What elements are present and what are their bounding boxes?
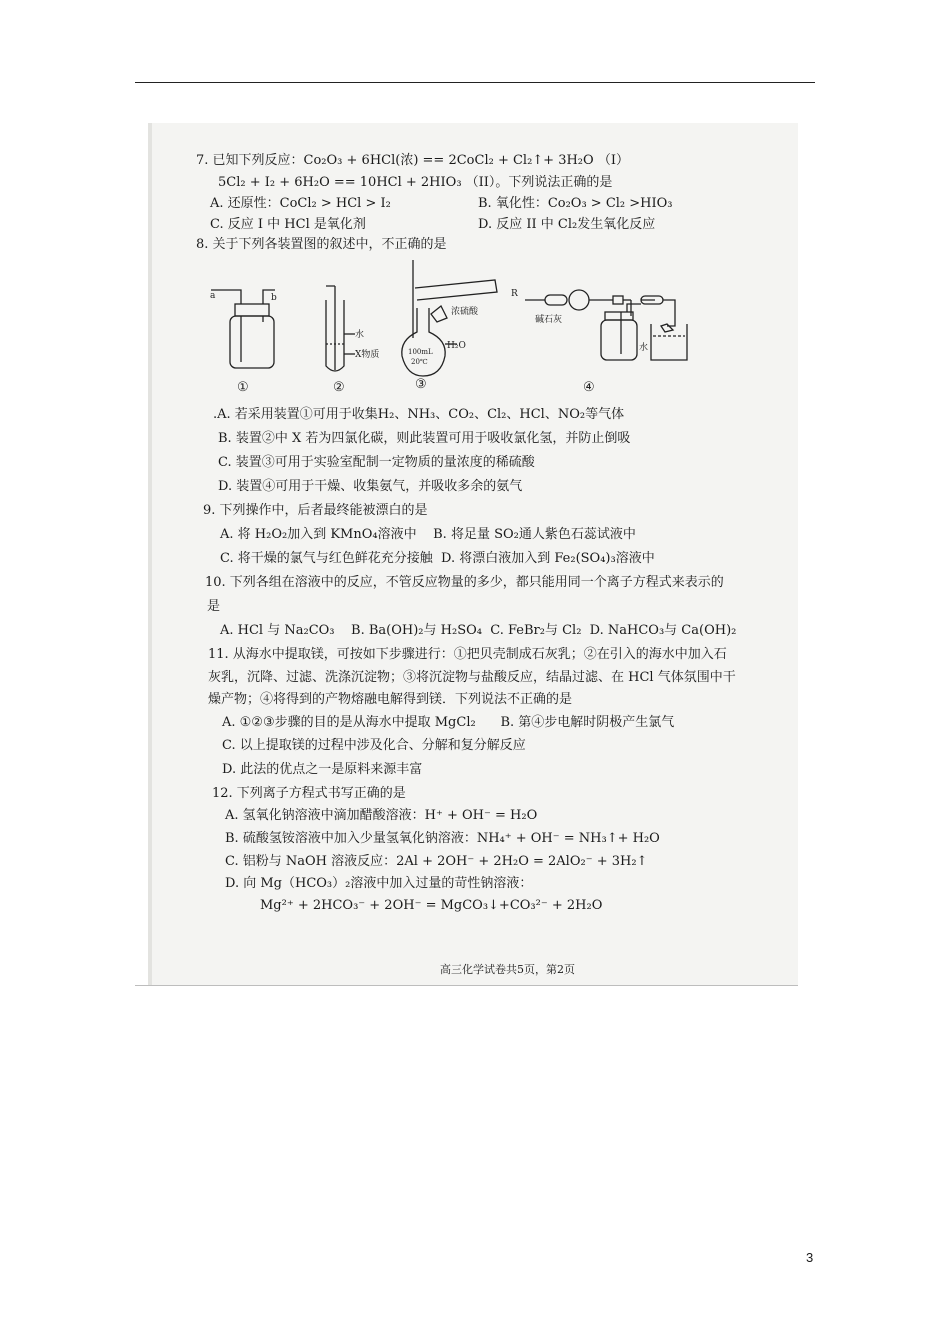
- q9-stem: 9. 下列操作中，后者最终能被漂白的是: [203, 503, 428, 518]
- label-a: a: [210, 291, 216, 301]
- q11-options-ab: A. ①②③步骤的目的是从海水中提取 MgCl₂ B. 第④步电解时阴极产生氯气: [222, 715, 675, 730]
- q8-option-c: C. 装置③可用于实验室配制一定物质的量浓度的稀硫酸: [218, 455, 535, 470]
- q12-option-d: D. 向 Mg（HCO₃）₂溶液中加入过量的苛性钠溶液：: [225, 876, 533, 891]
- q7-option-d: D. 反应 II 中 Cl₂发生氧化反应: [478, 217, 656, 232]
- apparatus-figure: [195, 258, 715, 398]
- q8-option-d: D. 装置④可用于干燥、收集氨气，并吸收多余的氨气: [218, 479, 523, 494]
- q7-option-a: A. 还原性：CoCl₂ > HCl > I₂: [210, 196, 391, 211]
- q11-stem-line3: 燥产物；④将得到的产物熔融电解得到镁．下列说法不正确的是: [208, 692, 573, 707]
- label-flask-volume: 100mL: [408, 348, 433, 356]
- q9-options-ab: A. 将 H₂O₂加入到 KMnO₄溶液中 B. 将足量 SO₂通人紫色石蕊试液中: [220, 527, 636, 542]
- q12-option-a: A. 氢氧化钠溶液中滴加醋酸溶液：H⁺ + OH⁻ = H₂O: [225, 808, 538, 823]
- q12-option-d-equation: Mg²⁺ + 2HCO₃⁻ + 2OH⁻ = MgCO₃↓+CO₃²⁻ + 2H₂O: [260, 898, 603, 913]
- label-water-4: 水: [639, 343, 649, 353]
- q11-option-c: C. 以上提取镁的过程中涉及化合、分解和复分解反应: [222, 738, 526, 753]
- label-water-2: 水: [355, 330, 365, 340]
- q8-option-b: B. 装置②中 X 若为四氯化碳，则此装置可用于吸收氯化氢，并防止倒吸: [218, 431, 631, 446]
- label-conc-acid: 浓硫酸: [451, 307, 479, 317]
- label-x-substance: X物质: [355, 350, 380, 360]
- q12-option-b: B. 硫酸氢铵溶液中加入少量氢氧化钠溶液：NH₄⁺ + OH⁻ = NH₃↑+ H₂O: [225, 831, 660, 846]
- q11-stem-line1: 11. 从海水中提取镁，可按如下步骤进行：①把贝壳制成石灰乳；②在引入的海水中加入石: [208, 647, 727, 662]
- q10-stem-line2: 是: [207, 599, 221, 614]
- q7-option-b: B. 氧化性：Co₂O₃ > Cl₂ >HIO₃: [478, 196, 673, 211]
- apparatus-number-2: ②: [333, 380, 345, 395]
- apparatus-number-1: ①: [237, 380, 249, 395]
- scan-edge: [148, 123, 152, 985]
- label-flask-temp: 20℃: [411, 358, 428, 366]
- q8-option-a: .A. 若采用装置①可用于收集H₂、NH₃、CO₂、Cl₂、HCl、NO₂等气体: [213, 407, 625, 422]
- q8-stem: 8. 关于下列各装置图的叙述中，不正确的是: [196, 237, 447, 252]
- q11-stem-line2: 灰乳，沉降、过滤、洗涤沉淀物；③将沉淀物与盐酸反应，结晶过滤、在 HCl 气体氛围中干: [208, 670, 736, 685]
- scan-bottom-rule: [135, 985, 798, 986]
- apparatus-number-4: ④: [583, 380, 595, 395]
- page-number: 3: [806, 1250, 814, 1265]
- q12-option-c: C. 铝粉与 NaOH 溶液反应：2Al + 2OH⁻ + 2H₂O = 2AlO₂⁻ + 3H₂↑: [225, 854, 648, 869]
- label-r: R: [511, 289, 518, 299]
- exam-footer: 高三化学试卷共5页，第2页: [440, 963, 575, 976]
- apparatus-1: [211, 290, 275, 368]
- q7-option-c: C. 反应 I 中 HCl 是氧化剂: [210, 217, 366, 232]
- label-b: b: [271, 293, 277, 303]
- label-h2o: H₂O: [447, 341, 466, 351]
- q10-options: A. HCl 与 Na₂CO₃ B. Ba(OH)₂与 H₂SO₄ C. FeBr₂与 Cl₂ D. NaHCO₃与 Ca(OH)₂: [220, 623, 737, 638]
- q10-stem-line1: 10. 下列各组在溶液中的反应，不管反应物量的多少，都只能用同一个离子方程式来表示的: [205, 575, 724, 590]
- apparatus-4: [525, 290, 687, 360]
- apparatus-number-3: ③: [415, 377, 427, 392]
- top-rule: [135, 82, 815, 83]
- q12-stem: 12. 下列离子方程式书写正确的是: [212, 786, 406, 801]
- q11-option-d: D. 此法的优点之一是原料来源丰富: [222, 762, 423, 777]
- apparatus-2: [326, 286, 355, 371]
- label-soda-lime: 碱石灰: [535, 315, 563, 325]
- q9-options-cd: C. 将干燥的氯气与红色鲜花充分接触 D. 将漂白液加入到 Fe₂(SO₄)₃溶液中: [220, 551, 655, 566]
- q7-stem-line1: 7. 已知下列反应：Co₂O₃ + 6HCl(浓) == 2CoCl₂ + Cl₂↑+ 3H₂O （I）: [196, 153, 629, 168]
- q7-stem-line2: 5Cl₂ + I₂ + 6H₂O == 10HCl + 2HIO₃ （II）。下列说法正确的是: [218, 175, 613, 190]
